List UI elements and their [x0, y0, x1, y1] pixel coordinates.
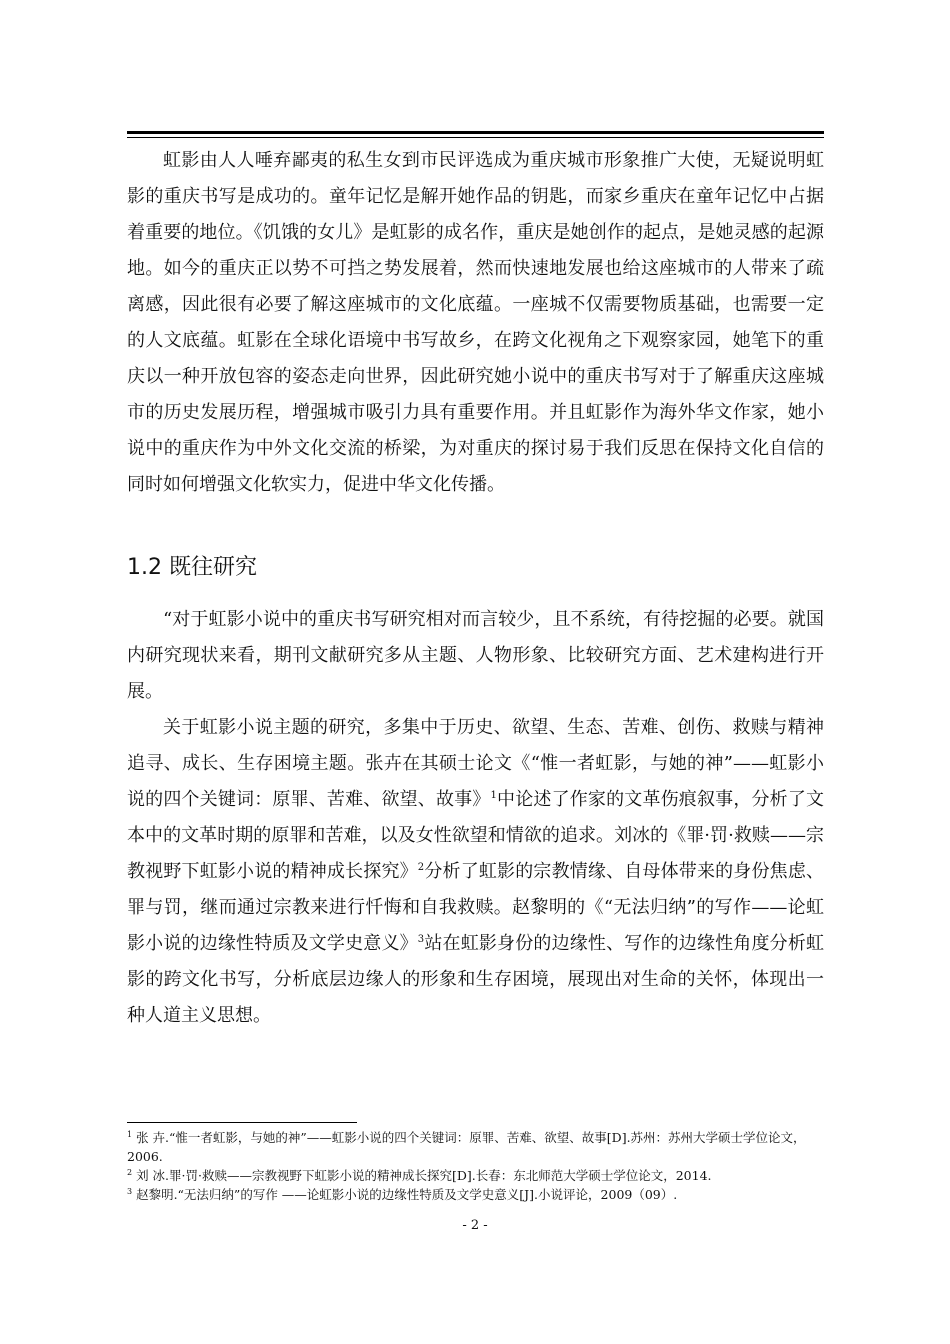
footnote-ref-3[interactable]: 3 [417, 934, 425, 945]
body-section-2 [127, 602, 824, 1034]
paragraph-3 [127, 710, 824, 1034]
paragraph-3-part-1: 关于虹影小说主题的研究，多集中于历史、欲望、生态、苦难、创伤、救赎与精神追寻、成长、生存困境主题。张卉在其硕士论文《“惟一者虹影，与她的神”——虹影小说的四个关键词：原罪、苦难、欲望、故事》 [127, 717, 824, 810]
footnote-ref-2[interactable]: 2 [417, 862, 425, 873]
footnote-number: 2 [127, 1167, 133, 1177]
paragraph-3-part-2: 中论述了作家的文革伤痕叙事，分析了文本中的文革时期的原罪和苦难，以及女性欲望和情欲的追求。刘冰的《罪·罚·救赎——宗教视野下虹影小说的精神成长探究》 [127, 789, 825, 882]
footnote-separator [127, 1122, 357, 1123]
footnote-number: 3 [127, 1186, 133, 1196]
footnote-text: 刘 冰.罪·罚·救赎——宗教视野下虹影小说的精神成长探究[D].长春：东北师范大学硕士学位论文，2014. [132, 1168, 712, 1183]
paragraph-2: “对于虹影小说中的重庆书写研究相对而言较少，且不系统，有待挖掘的必要。就国内研究现状来看，期刊文献研究多从主题、人物形象、比较研究方面、艺术建构进行开展。 [127, 609, 824, 702]
section-heading: 1.2 既往研究 [127, 555, 257, 580]
header-rule-thick [127, 131, 824, 134]
footnote-ref-1[interactable]: 1 [490, 790, 497, 801]
page-number: - 2 - [462, 1218, 488, 1233]
footnote-2 [127, 1166, 824, 1185]
footnote-3 [127, 1185, 824, 1204]
paragraph-1: 虹影由人人唾弃鄙夷的私生女到市民评选成为重庆城市形象推广大使，无疑说明虹影的重庆书写是成功的。童年记忆是解开她作品的钥匙，而家乡重庆在童年记忆中占据着重要的地位。《饥饿的女儿》是虹影的成名作，重庆是她创作的起点，是她灵感的起源地。如今的重庆正以势不可挡之势发展着，然而快速地发展也给这座城市的人带来了疏离感，因此很有必要了解这座城市的文化底蕴。一座城不仅需要物质基础，也需要一定的人文底蕴。虹影在全球化语境中书写故乡，在跨文化视角之下观察家园，她笔下的重庆以一种开放包容的姿态走向世界，因此研究她小说中的重庆书写对于了解重庆这座城市的历史发展历程，增强城市吸引力具有重要作用。并且虹影作为海外华文作家，她小说中的重庆作为中外文化交流的桥梁，为对重庆的探讨易于我们反思在保持文化自信的同时如何增强文化软实力，促进中华文化传播。 [127, 150, 824, 495]
footnote-text: 张 卉.“惟一者虹影，与她的神”——虹影小说的四个关键词：原罪、苦难、欲望、故事[D].苏州：苏州大学硕士学位论文，2006. [127, 1130, 806, 1164]
footnote-1 [127, 1128, 824, 1166]
header-rule-thin [127, 137, 824, 138]
footnote-text: 赵黎明.“无法归纳”的写作 ——论虹影小说的边缘性特质及文学史意义[J].小说评论，2009（09）. [132, 1187, 678, 1202]
body-section-1 [127, 143, 824, 503]
paragraph-3-part-4: 站在虹影身份的边缘性、写作的边缘性角度分析虹影的跨文化书写，分析底层边缘人的形象和生存困境，展现出对生命的关怀，体现出一种人道主义思想。 [127, 933, 825, 1026]
paragraph-3-part-3: 分析了虹影的宗教情缘、自母体带来的身份焦虑、罪与罚，继而通过宗教来进行忏悔和自我救赎。赵黎明的《“无法归纳”的写作——论虹影小说的边缘性特质及文学史意义》 [127, 861, 825, 954]
footnotes [127, 1128, 824, 1204]
footnote-number: 1 [127, 1129, 133, 1139]
